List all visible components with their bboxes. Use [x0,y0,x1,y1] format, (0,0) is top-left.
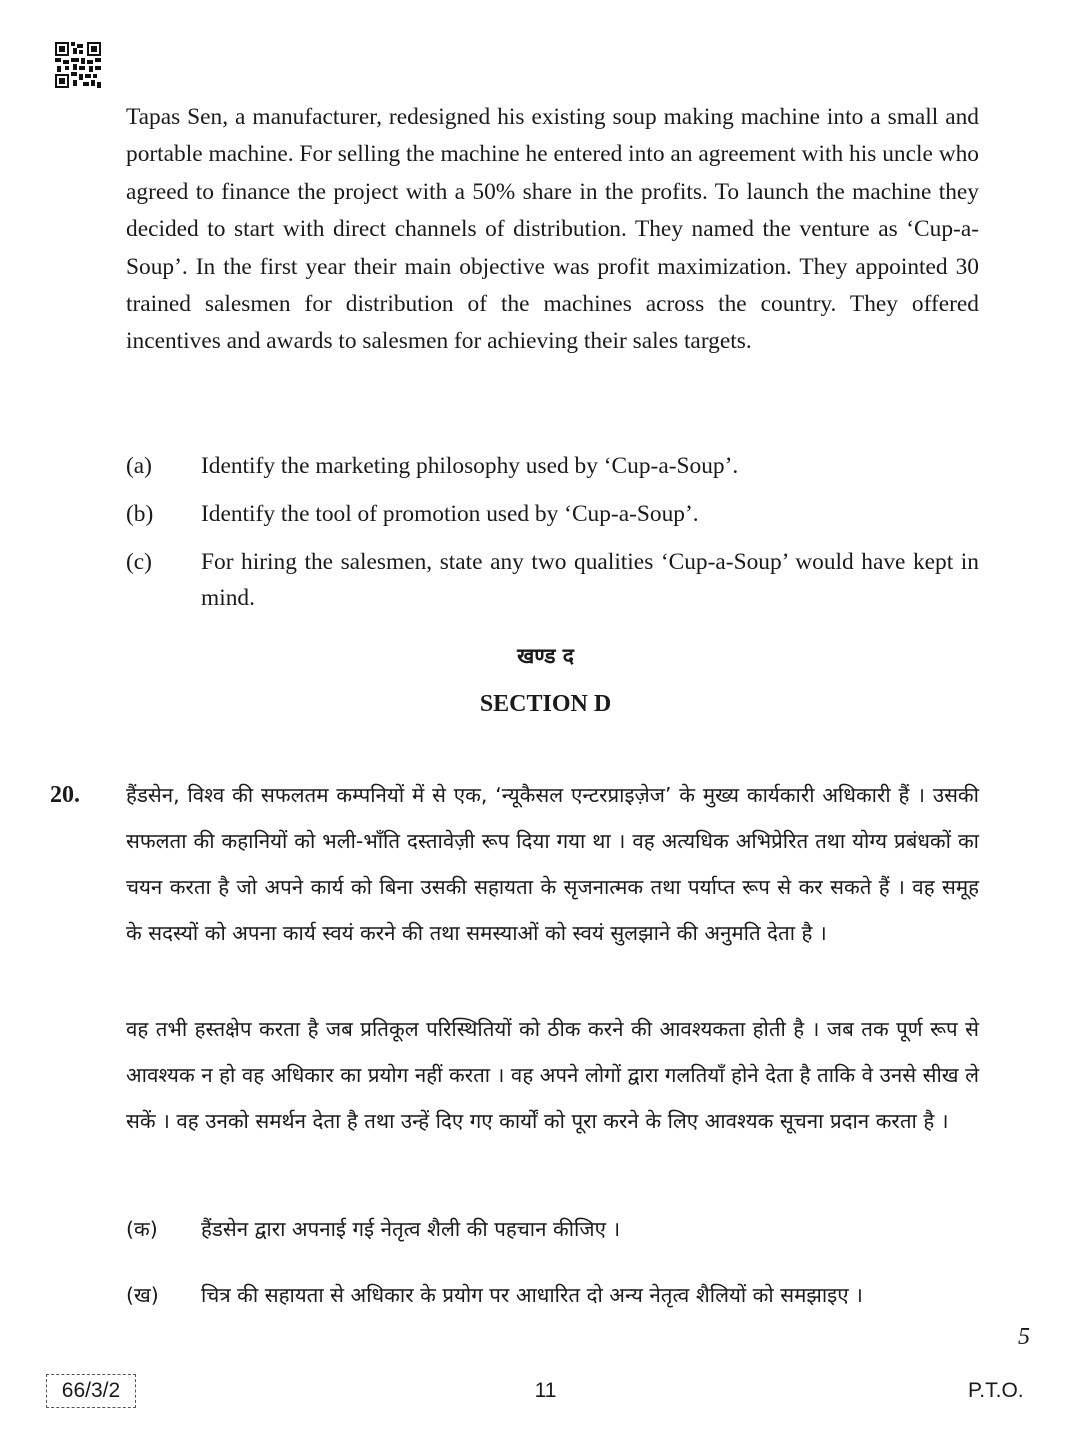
subquestion-a [126,448,979,484]
section-heading-hindi: खण्ड द [517,644,574,668]
question-paragraph-2: वह तभी हस्तक्षेप करता है जब प्रतिकूल परिस्थितियों को ठीक करने की आवश्यकता होती है । जब तक पूर्ण रूप से आवश्यक न हो वह अधिकार का प्रयोग नहीं करता । वह अपने लोगों द्वारा गलतियाँ होने देता है ताकि वे उनसे सीख ले सकें । वह उनको समर्थन देता है तथा उन्हें दिए गए कार्यों को पूरा करने के लिए आवश्यक सूचना प्रदान करता है । [126,1017,979,1133]
subquestion-text: For hiring the salesmen, state any two qualities ‘Cup-a-Soup’ would have kept in mind. [201,549,979,611]
subquestion-kha [126,1272,979,1318]
paper-code: 66/3/2 [61,1379,121,1402]
question-paragraph-1: हैंडसेन, विश्व की सफलतम कम्पनियों में से एक, ‘न्यूकैसल एन्टरप्राइज़ेज’ के मुख्य कार्यकारी अधिकारी हैं । उसकी सफलता की कहानियों को भली-भाँति दस्तावेज़ी रूप दिया गया था । वह अत्यधिक अभिप्रेरित तथा योग्य प्रबंधकों का चयन करता है जो अपने कार्य को बिना उसकी सहायता के सृजनात्मक तथा पर्याप्त रूप से कर सकते हैं । वह समूह के सदस्यों को अपना कार्य स्वयं करने की तथा समस्याओं को स्वयं सुलझाने की अनुमति देता है । [126,783,979,945]
subquestion-text: हैंडसेन द्वारा अपनाई गई नेतृत्व शैली की पहचान कीजिए । [201,1217,621,1241]
subquestion-c [126,544,979,616]
subquestion-b [126,496,979,532]
section-heading-english: SECTION D [479,691,612,717]
subquestion-ka [126,1206,979,1252]
pto-label: P.T.O. [968,1379,1024,1402]
subquestion-label: (a) [126,453,152,479]
page-number: 11 [534,1379,557,1402]
question-marks: 5 [1018,1324,1030,1350]
subquestion-label: (क) [126,1217,158,1241]
subquestion-text: Identify the marketing philosophy used by ‘Cup-a-Soup’. [201,453,739,479]
subquestion-text: Identify the tool of promotion used by ‘Cup-a-Soup’. [201,501,699,527]
qr-code-icon [55,42,101,88]
question-number: 20. [50,782,80,808]
case-passage-english: Tapas Sen, a manufacturer, redesigned his existing soup making machine into a small and portable machine. For selling the machine he entered into an agreement with his uncle who agreed to finance the project with a 50% share in the profits. To launch the machine they decided to start with direct channels of distribution. They named the venture as ‘Cup-a-Soup’. In the first year their main objective was profit maximization. They appointed 30 trained salesmen for distribution of the machines across the country. They offered incentives and awards to salesmen for achieving their sales targets. [126,104,979,355]
subquestion-text: चित्र की सहायता से अधिकार के प्रयोग पर आधारित दो अन्य नेतृत्व शैलियों को समझाइए । [201,1283,863,1307]
subquestion-label: (c) [126,549,152,575]
subquestion-label: (b) [126,501,154,527]
subquestion-label: (ख) [126,1283,159,1307]
